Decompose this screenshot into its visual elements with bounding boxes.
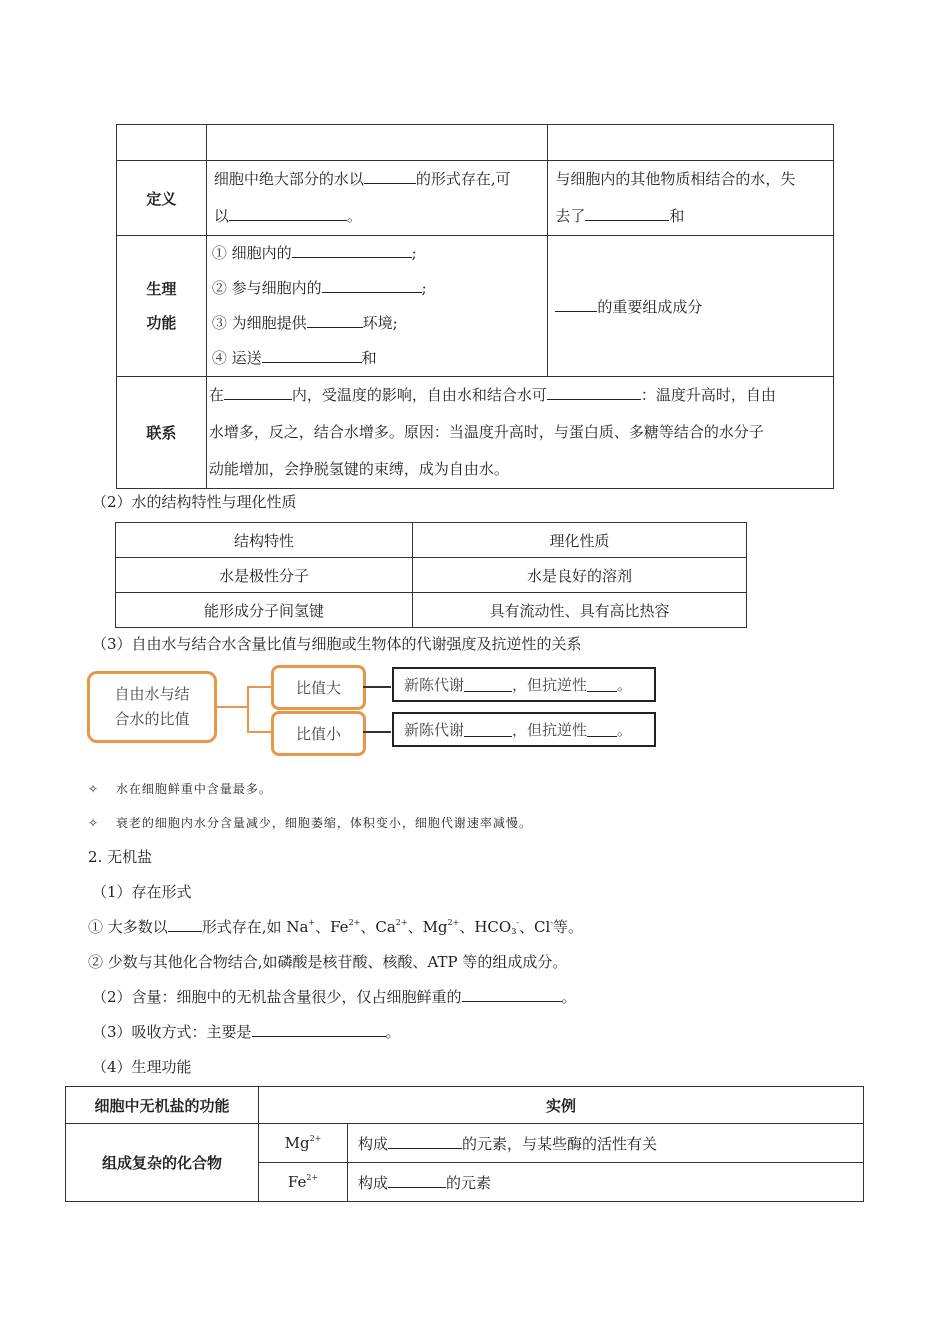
section-title-structure: （2）水的结构特性与理化性质: [92, 493, 297, 511]
form-line-2: ② 少数与其他化合物结合,如磷酸是核苷酸、核酸、ATP 等的组成成分。: [88, 953, 568, 971]
row-label-function: 生理 功能: [117, 236, 207, 377]
salt-function-table: [65, 1086, 864, 1202]
header-cell-bound-water: [548, 125, 834, 161]
section-title-inorganic: 2. 无机盐: [88, 848, 153, 866]
props-cell: 能形成分子间氢键: [116, 593, 413, 628]
props-header-structure: 结构特性: [116, 523, 413, 558]
bound-water-define-cell: 与细胞内的其他物质相结合的水，失 去了 和: [548, 161, 834, 236]
free-water-function-cell: ① 细胞内的 ; ② 参与细胞内的 ; ③ 为细胞提供 环境; ④ 运送 和: [206, 236, 548, 377]
salt-ion-fe: $Fe^{2+}$: [259, 1163, 348, 1202]
diagram-low-box: [271, 711, 366, 756]
salt-example-mg: 构成 的元素，与某些酶的活性有关: [348, 1124, 864, 1163]
salt-header-function: 细胞中无机盐的功能: [66, 1087, 259, 1124]
arrow-line: [363, 731, 391, 733]
relation-cell: 在 内，受温度的影响，自由水和结合水可 ：温度升高时，自由 水增多，反之，结合水增多。原因：当温度升高时，与蛋白质、多糖等结合的水分子 动能增加，会挣脱氢键的束缚，成为自由水。: [206, 377, 833, 489]
props-cell: 水是极性分子: [116, 558, 413, 593]
star-bullet-icon: ✧: [88, 816, 100, 830]
diagram-low-result: 新陈代谢 ，但抗逆性 。: [392, 712, 656, 747]
content-line: （2）含量：细胞中的无机盐含量很少，仅占细胞鲜重的 。: [92, 988, 577, 1006]
row-label-relation: 联系: [117, 377, 207, 489]
star-bullet-icon: ✧: [88, 782, 100, 796]
note-water-content: ✧ 水在细胞鲜重中含量最多。: [88, 782, 272, 796]
bound-water-function-cell: 的重要组成成分: [548, 236, 834, 377]
free-water-define-cell: 细胞中绝大部分的水以 的形式存在,可 以 。: [206, 161, 548, 236]
row-label-define: 定义: [117, 161, 207, 236]
arrow-line: [363, 686, 391, 688]
properties-table: [115, 522, 747, 628]
subsection-form-title: （1）存在形式: [92, 883, 192, 901]
salt-example-fe: 构成 的元素: [348, 1163, 864, 1202]
diagram-root-label: 自由水与结合水的比值: [114, 685, 190, 728]
section-title-ratio: （3）自由水与结合水含量比值与细胞或生物体的代谢强度及抗逆性的关系: [92, 635, 582, 653]
props-cell: 具有流动性、具有高比热容: [413, 593, 747, 628]
diagram-high-label: 比值大: [295, 679, 341, 697]
note-aging-cell: ✧ 衰老的细胞内水分含量减少，细胞萎缩，体积变小，细胞代谢速率减慢。: [88, 816, 532, 830]
props-header-property: 理化性质: [413, 523, 747, 558]
subsection-function-title: （4）生理功能: [92, 1058, 192, 1076]
salt-ion-mg: $Mg^{2+}$: [259, 1124, 348, 1163]
diagram-high-result: 新陈代谢 ，但抗逆性 。: [392, 667, 656, 702]
salt-group-label: 组成复杂的化合物: [66, 1124, 259, 1202]
diagram-root-box: [87, 671, 217, 743]
diagram-high-box: [271, 665, 366, 710]
props-cell: 水是良好的溶剂: [413, 558, 747, 593]
connector-line: [247, 731, 272, 733]
connector-line: [247, 686, 249, 733]
header-cell-empty: [117, 125, 207, 161]
salt-header-example: 实例: [259, 1087, 864, 1124]
header-cell-free-water: [206, 125, 548, 161]
connector-line: [214, 706, 248, 708]
diagram-low-label: 比值小: [295, 725, 341, 743]
absorb-line: （3）吸收方式：主要是 。: [92, 1023, 401, 1041]
water-table: [116, 124, 834, 489]
form-line-1: ① 大多数以 形式存在,如 Na+、$Fe^{2+}$、$Ca^{2+}$、$Mg^{2+}$、$HCO_3^-$、Cl-等。: [88, 918, 583, 936]
connector-line: [247, 686, 272, 688]
